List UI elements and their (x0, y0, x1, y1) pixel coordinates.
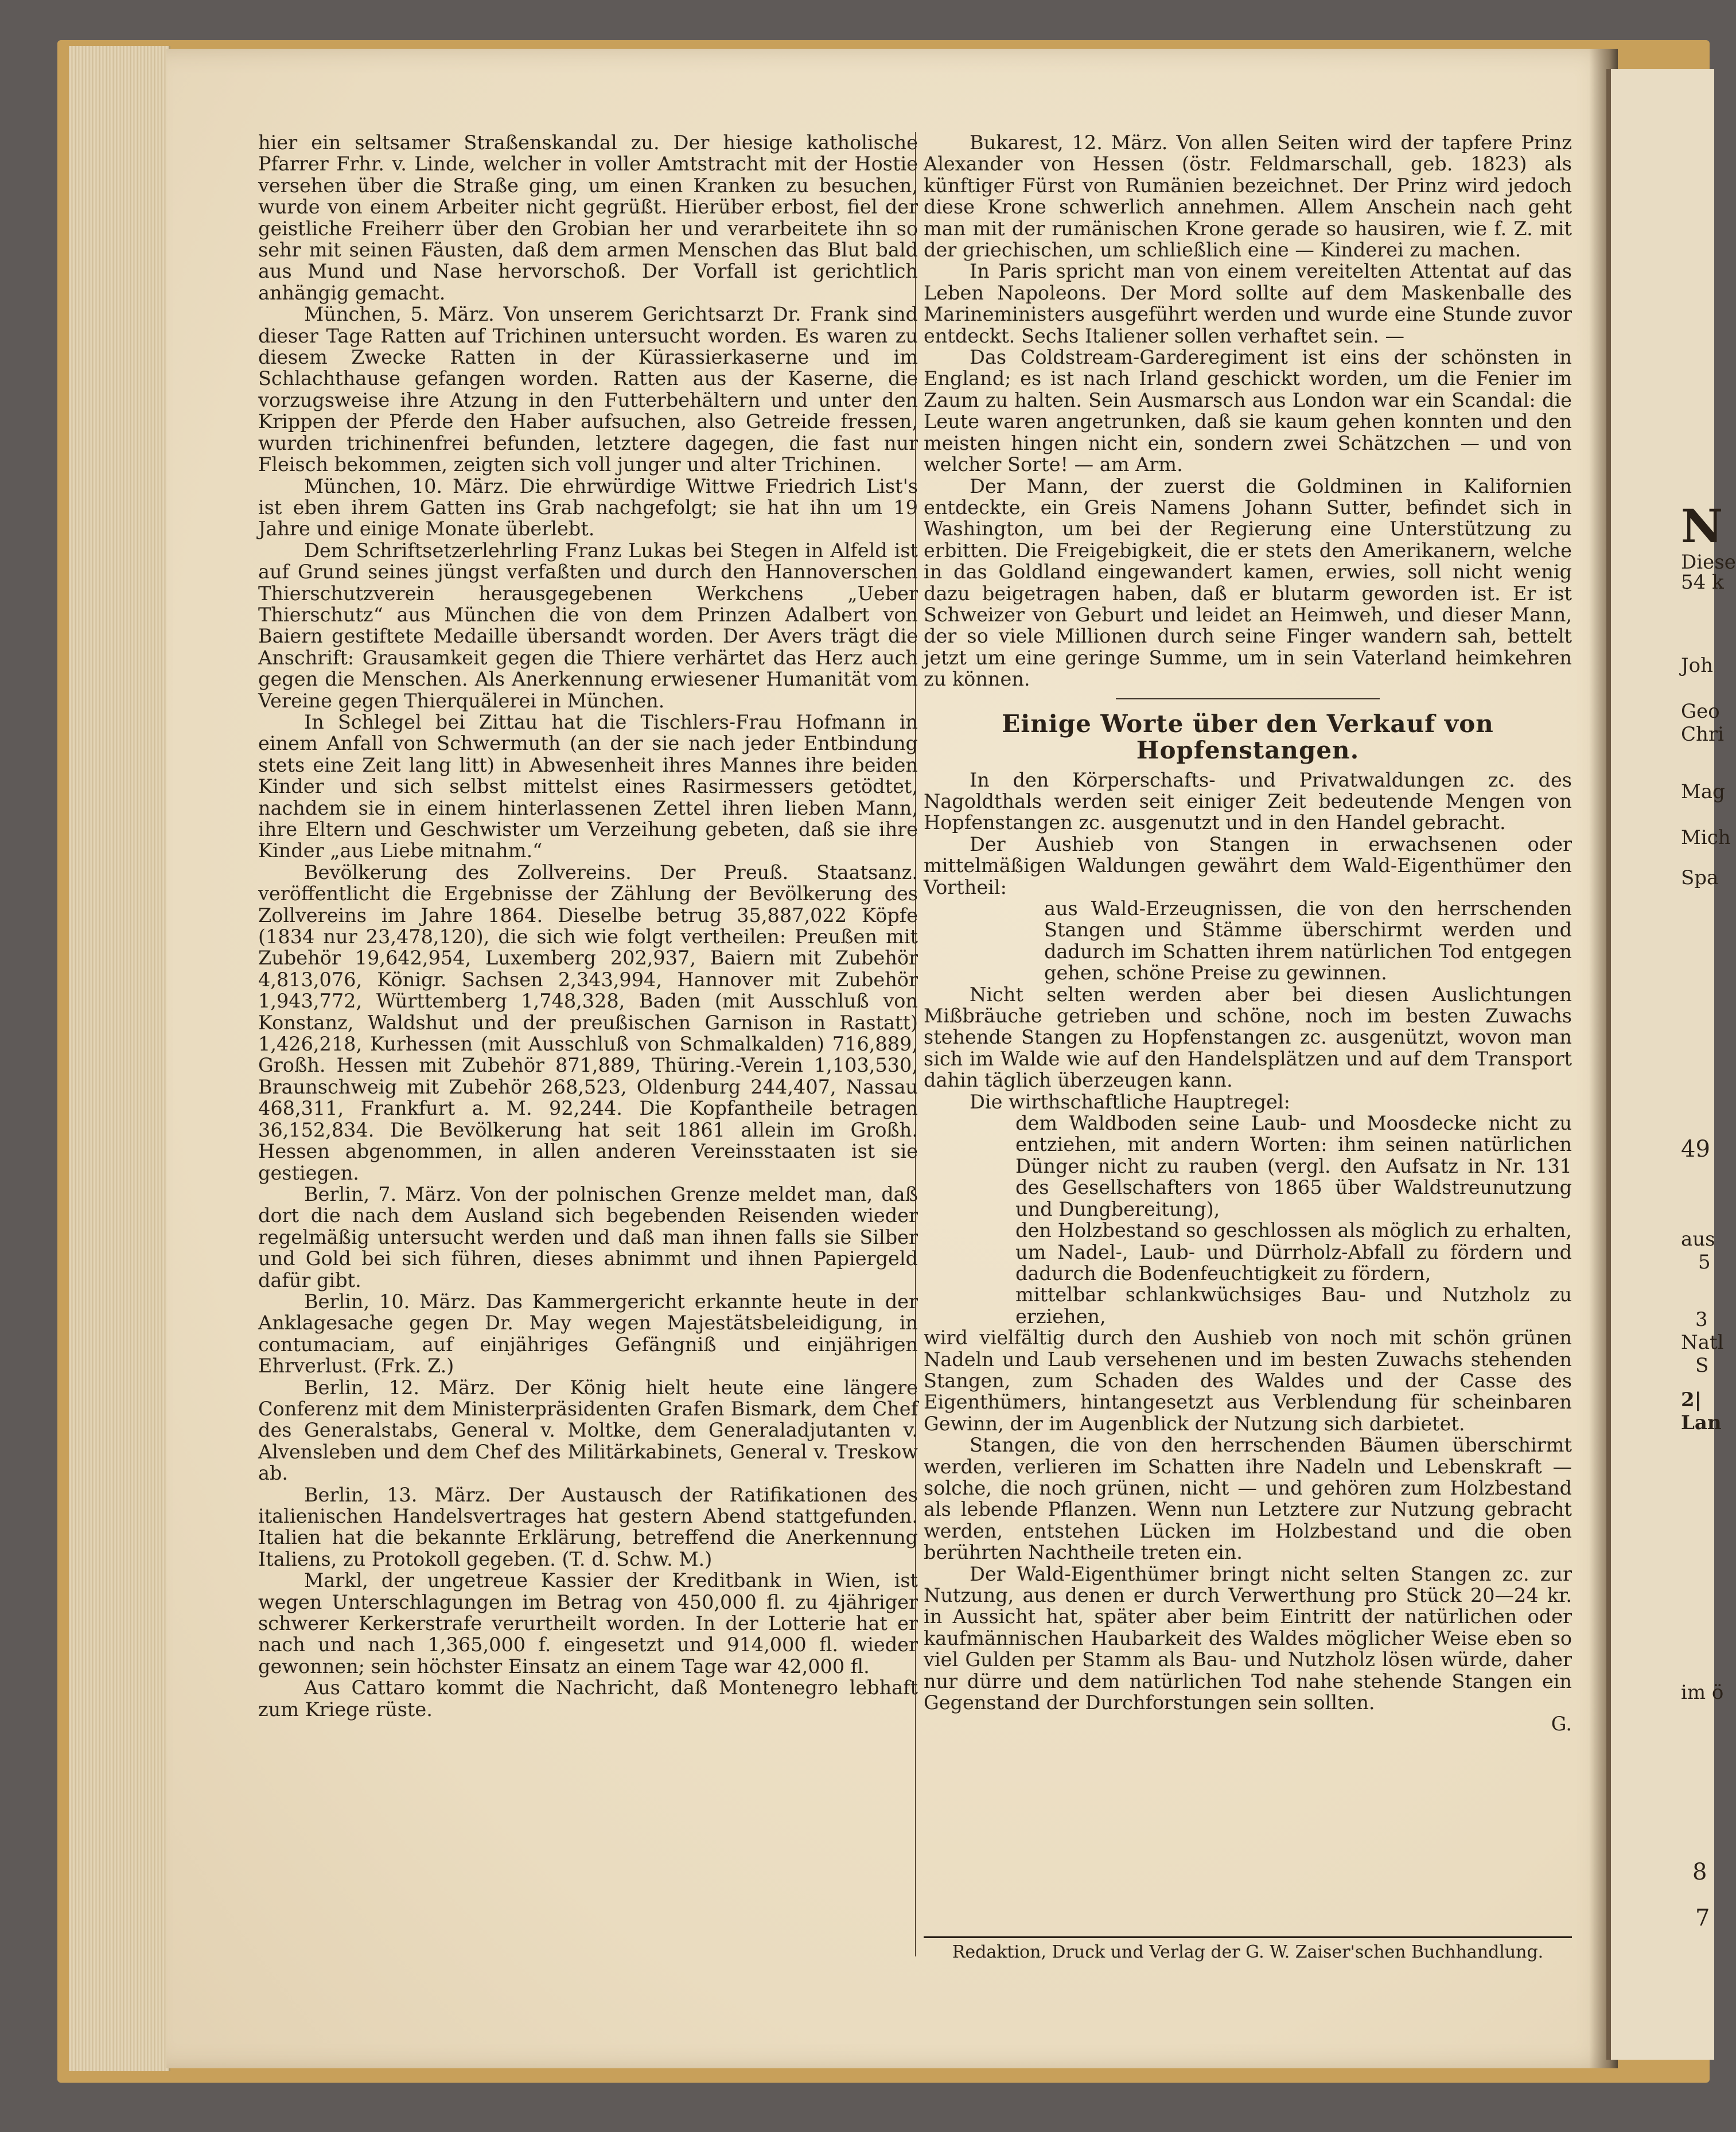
next-page-fragment: Geo (1681, 700, 1720, 723)
article-paragraph: In den Körperschafts- und Privatwaldungen zc. des Nagoldthals werden seit einiger Zeit bedeutende Mengen von Hopfenstangen zc. ausgenutzt und in den Handel gebracht. (924, 768, 1572, 834)
left-paragraph: Aus Cattaro kommt die Nachricht, daß Montenegro lebhaft zum Kriege rüste. (258, 1676, 918, 1721)
left-paragraph: München, 10. März. Die ehrwürdige Wittwe Friedrich List's ist eben ihrem Gatten ins Grab nachgefolgt; sie hat ihn um 19 Jahre und einige Monate überlebt. (258, 474, 918, 540)
left-paragraph: München, 5. März. Von unserem Gerichtsarzt Dr. Frank sind dieser Tage Ratten auf Trichinen untersucht worden. Es waren zu diesem Zwecke Ratten in der Kürassierkaserne und im Schlachthause gefangen worden. Ratten aus der Kaserne, die vorzugsweise ihre Atzung in den Futterbehältern und unter den Krippen der Pferde den Haber aufsuchen, also Getreide fressen, wurden trichinenfrei befunden, letztere dagegen, die fast nur Fleisch bekommen, zeigten sich voll junger und alter Trichinen. (258, 303, 918, 476)
article-list-item: dem Waldboden seine Laub- und Moosdecke nicht zu entziehen, mit andern Worten: ihm seinen natürlichen Dünger nicht zu rauben (vergl. den Aufsatz in Nr. 131 des Gesellschafters von 1865 über Waldstreunutzung und Dungbereitung), (1015, 1112, 1572, 1220)
article-list-item: mittelbar schlankwüchsiges Bau- und Nutzholz zu erziehen, (1015, 1283, 1572, 1328)
next-page-fragment: 8 (1692, 1859, 1707, 1885)
next-page-fragment: aus (1681, 1228, 1715, 1251)
article-signature: G. (1551, 1713, 1572, 1736)
article-paragraph: wird vielfältig durch den Aushieb von noch mit schön grünen Nadeln und Laub versehenen und im besten Zuwachs stehenden Stangen, zum Schaden des Waldes und der Casse des Eigenthümers, hintangesetzt aus Verblendung für scheinbaren Gewinn, der im Augenblick der Nutzung sich darbietet. (924, 1326, 1572, 1435)
next-page-fragment: Chri (1681, 723, 1725, 746)
next-page-fragment: S (1695, 1354, 1709, 1377)
left-paragraph: Berlin, 7. März. Von der polnischen Grenze meldet man, daß dort die nach dem Ausland sich begebenden Reisenden wieder regelmäßig untersucht werden und daß man ihnen falls sie Silber und Gold bei sich führen, dieses abnimmt und ihnen Papiergeld dafür gibt. (258, 1182, 918, 1291)
next-page-fragment: Natl (1681, 1331, 1724, 1354)
right-paragraph: In Paris spricht man von einem vereitelten Attentat auf das Leben Napoleons. Der Mord sollte auf dem Maskenballe des Marineministers ausgeführt werden und wurde eine Stunde zuvor entdeckt. Sechs Italiener sollen verhaftet sein. — (924, 260, 1572, 347)
imprint: Redaktion, Druck und Verlag der G. W. Zaiser'schen Buchhandlung. (924, 1936, 1572, 1962)
article-paragraph: Stangen, die von den herrschenden Bäumen überschirmt werden, verlieren im Schatten ihre Nadeln und Lebenskraft — solche, die noch grünen, nicht — und gehören zum Holzbestand als lebende Pflanzen. Wenn nun Letztere zur Nutzung gebracht werden, entstehen Lücken im Holzbestand und die oben berührten Nachtheile treten ein. (924, 1434, 1572, 1564)
next-page-fragment: 7 (1695, 1905, 1710, 1931)
next-page-fragment: 3 (1695, 1308, 1708, 1331)
next-page-fragment: im ö (1681, 1681, 1724, 1704)
article-list-item: den Holzbestand so geschlossen als möglich zu erhalten, um Nadel-, Laub- und Dürrholz-Abfall zu fördern und dadurch die Bodenfeuchtigkeit zu fördern, (1015, 1219, 1572, 1285)
next-page-fragment: Lan (1681, 1411, 1722, 1434)
left-paragraph: Dem Schriftsetzerlehrling Franz Lukas bei Stegen in Alfeld ist auf Grund seines jüngst verfaßten und durch den Hannoverschen Thierschutzverein herausgegebenen Werkchens „Ueber Thierschutz“ aus München die von dem Prinzen Adalbert von Baiern gestiftete Medaille übersandt worden. Der Avers trägt die Anschrift: Grausamkeit gegen die Thiere verhärtet das Herz auch gegen die Menschen. Als Anerkennung erwiesener Humanität vom Vereine gegen Thierquälerei in München. (258, 539, 918, 712)
right-column (924, 132, 1572, 1735)
next-page-fragment: Mag (1681, 780, 1725, 803)
left-paragraph: Bevölkerung des Zollvereins. Der Preuß. Staatsanz. veröffentlicht die Ergebnisse der Zählung der Bevölkerung des Zollvereins im Jahre 1864. Dieselbe betrug 35,887,022 Köpfe (1834 nur 23,478,120), die sich wie folgt vertheilen: Preußen mit Zubehör 19,642,954, Luxemberg 202,937, Baiern mit Zubehör 4,813,076, Königr. Sachsen 2,343,994, Hannover mit Zubehör 1,943,772, Württemberg 1,748,328, Baden (mit Ausschluß von Konstanz, Waldshut und der preußischen Garnison in Rastatt) 1,426,218, Kurhessen (mit Ausschluß von Schmalkalden) 716,889, Großh. Hessen mit Zubehör 871,889, Thüring.-Verein 1,103,530, Braunschweig mit Zubehör 268,523, Oldenburg 244,407, Nassau 468,311, Frankfurt a. M. 92,244. Die Kopfantheile betragen 36,152,834. Die Bevölkerung hat seit 1861 allein im Großh. Hessen abgenommen, in allen anderen Vereinsstaaten ist sie gestiegen. (258, 861, 918, 1184)
next-page-fragment: Diese (1681, 551, 1736, 574)
next-page-fragment: N (1681, 499, 1723, 553)
left-paragraph: Berlin, 13. März. Der Austausch der Ratifikationen des italienischen Handelsvertrages hat gestern Abend stattgefunden. Italien hat die bekannte Erklärung, betreffend die Anerkennung Italiens, zu Protokoll gegeben. (T. d. Schw. M.) (258, 1483, 918, 1570)
article-paragraph: Der Wald-Eigenthümer bringt nicht selten Stangen zc. zur Nutzung, aus denen er durch Verwerthung pro Stück 20—24 kr. in Aussicht hat, später aber beim Eintritt der natürlichen oder kaufmännischen Haubarkeit des Waldes möglicher Weise eben so viel Gulden per Stamm als Bau- und Nutzholz lösen würde, daher nur dürre und dem natürlichen Tod nahe stehende Stangen ein Gegenstand der Durchforstungen sein sollten. (924, 1562, 1572, 1714)
next-page-fragment: Joh (1681, 654, 1713, 677)
next-page-fragment: Mich (1681, 826, 1731, 849)
next-page-fragment: Spa (1681, 866, 1719, 889)
next-page-fragment: 2| (1681, 1388, 1702, 1411)
next-page-fragment: 49 (1681, 1136, 1710, 1162)
left-paragraph: Markl, der ungetreue Kassier der Kreditbank in Wien, ist wegen Unterschlagungen im Betrag von 450,000 fl. zu 4jähriger schwerer Kerkerstrafe verurtheilt worden. In der Lotterie hat er nach und nach 1,365,000 f. eingesetzt und 914,000 fl. wieder gewonnen; sein höchster Einsatz an einem Tage war 42,000 fl. (258, 1569, 918, 1678)
left-paragraph: Berlin, 12. März. Der König hielt heute eine längere Conferenz mit dem Ministerpräsidenten Grafen Bismark, dem Chef des Generalstabs, General v. Moltke, dem Generaladjutanten v. Alvensleben und dem Chef des Militärkabinets, General v. Treskow ab. (258, 1376, 918, 1485)
article-heading: Einige Worte über den Verkauf von Hopfenstangen. (1002, 709, 1494, 764)
next-page-fragment: 5 (1698, 1251, 1711, 1274)
next-page-edge (1606, 69, 1714, 2060)
next-page-fragment: 54 k (1681, 571, 1724, 594)
left-paragraph: hier ein seltsamer Straßenskandal zu. Der hiesige katholische Pfarrer Frhr. v. Linde, welcher in voller Amtstracht mit der Hostie versehen über die Straße ging, um einen Kranken zu besuchen, wurde von einem Arbeiter nicht gegrüßt. Hierüber erbost, fiel der geistliche Freiherr über den Grobian her und verarbeitete ihn so sehr mit seinen Fäusten, daß dem armen Menschen das Blut bald aus Mund und Nase hervorschoß. Der Vorfall ist gerichtlich anhängig gemacht. (258, 131, 918, 304)
article-paragraph: Die wirthschaftliche Hauptregel: (970, 1090, 1290, 1113)
section-divider (1116, 698, 1380, 699)
left-paragraph: Berlin, 10. März. Das Kammergericht erkannte heute in der Anklagesache gegen Dr. May wegen Majestätsbeleidigung, in contumaciam, auf einjähriges Gefängniß und einjährigen Ehrverlust. (Frk. Z.) (258, 1290, 918, 1378)
article-paragraph: Nicht selten werden aber bei diesen Auslichtungen Mißbräuche getrieben und schöne, noch im besten Zuwachs stehende Stangen zu Hopfenstangen zc. ausgenützt, wovon man sich im Walde wie auf den Handelsplätzen und auf dem Transport dahin täglich überzeugen kann. (924, 983, 1572, 1092)
page-edges (69, 46, 170, 2071)
left-column (258, 132, 918, 1720)
right-paragraph: Das Coldstream-Garderegiment ist eins der schönsten in England; es ist nach Irland geschickt worden, um die Fenier im Zaum zu halten. Sein Ausmarsch aus London war ein Scandal: die Leute waren angetrunken, daß sie kaum gehen konnten und den meisten hingen nicht ein, sondern zwei Schätzchen — und von welcher Sorte! — am Arm. (924, 346, 1572, 476)
left-paragraph: In Schlegel bei Zittau hat die Tischlers-Frau Hofmann in einem Anfall von Schwermuth (an der sie nach jeder Entbindung stets eine Zeit lang litt) in Abwesenheit ihres Mannes ihre beiden Kinder und sich selbst mittelst eines Rasirmessers getödtet, nachdem sie in einem hinterlassenen Zettel ihren lieben Mann, ihre Eltern und Geschwister um Verzeihung gebeten, daß sie ihre Kinder „aus Liebe mitnahm.“ (258, 710, 918, 862)
right-paragraph: Bukarest, 12. März. Von allen Seiten wird der tapfere Prinz Alexander von Hessen (östr. Feldmarschall, geb. 1823) als künftiger Fürst von Rumänien bezeichnet. Der Prinz wird jedoch diese Krone schwerlich annehmen. Allem Anschein nach geht man mit der rumänischen Krone gerade so hausiren, wie f. Z. mit der griechischen, um schließlich eine — Kinderei zu machen. (924, 131, 1572, 262)
article-paragraph: Der Aushieb von Stangen in erwachsenen oder mittelmäßigen Waldungen gewährt dem Wald-Eigenthümer den Vortheil: (924, 832, 1572, 898)
right-paragraph: Der Mann, der zuerst die Goldminen in Kalifornien entdeckte, ein Greis Namens Johann Sutter, befindet sich in Washington, um bei der Regierung eine Unterstützung zu erbitten. Die Freigebigkeit, die er stets den Amerikanern, welche in das Goldland eingewandert kamen, erwies, soll nicht wenig dazu beigetragen haben, daß er blutarm geworden ist. Er ist Schweizer von Geburt und leidet an Heimweh, und dieser Mann, der so viele Millionen durch seine Finger wandern sah, bettelt jetzt um eine geringe Summe, um in sein Vaterland heimkehren zu können. (924, 474, 1572, 691)
article-list-item: aus Wald-Erzeugnissen, die von den herrschenden Stangen und Stämme überschirmt werden und dadurch im Schatten ihrem natürlichen Tod entgegen gehen, schöne Preise zu gewinnen. (1044, 897, 1572, 985)
